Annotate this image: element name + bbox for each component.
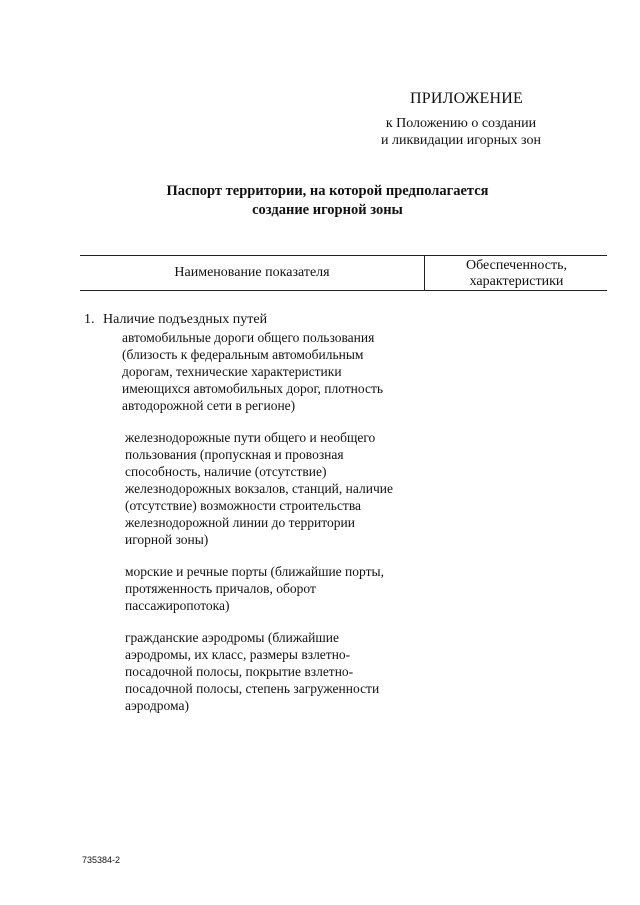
appendix-subtitle: к Положению о создании и ликвидации игорных зон <box>381 116 541 148</box>
item-number: 1. <box>84 312 95 327</box>
paragraph-ports: морские и речные порты (ближайшие порты, протяженность причалов, оборот пассажиропотока) <box>125 564 384 613</box>
item-title: Наличие подъездных путей <box>103 312 268 327</box>
table-header <box>80 255 607 291</box>
appendix-title: ПРИЛОЖЕНИЕ <box>410 90 524 107</box>
column-header-provision: Обеспеченность, характеристики <box>466 258 567 289</box>
column-header-indicator-name: Наименование показателя <box>174 265 330 280</box>
column-divider <box>424 256 425 290</box>
paragraph-airfields: гражданские аэродромы (ближайшие аэродромы, их класс, размеры взлетно- посадочной полосы, покрытие взлетно- посадочной полосы, степень загруженности аэродрома) <box>125 630 380 713</box>
document-title: Паспорт территории, на которой предполагается создание игорной зоны <box>166 183 489 218</box>
paragraph-roads: автомобильные дороги общего пользования (близость к федеральным автомобильным дорогам, технические характеристики имеющихся автомобильных дорог, плотность автодорожной сети в регионе) <box>122 330 384 413</box>
footer-code: 735384-2 <box>82 855 121 865</box>
paragraph-railways: железнодорожные пути общего и необщего пользования (пропускная и провозная способность, наличие (отсутствие) железнодорожных вокзалов, станций, наличие (отсутствие) возможности строительства железнодорожной линии до территории игорной зоны) <box>125 430 393 547</box>
